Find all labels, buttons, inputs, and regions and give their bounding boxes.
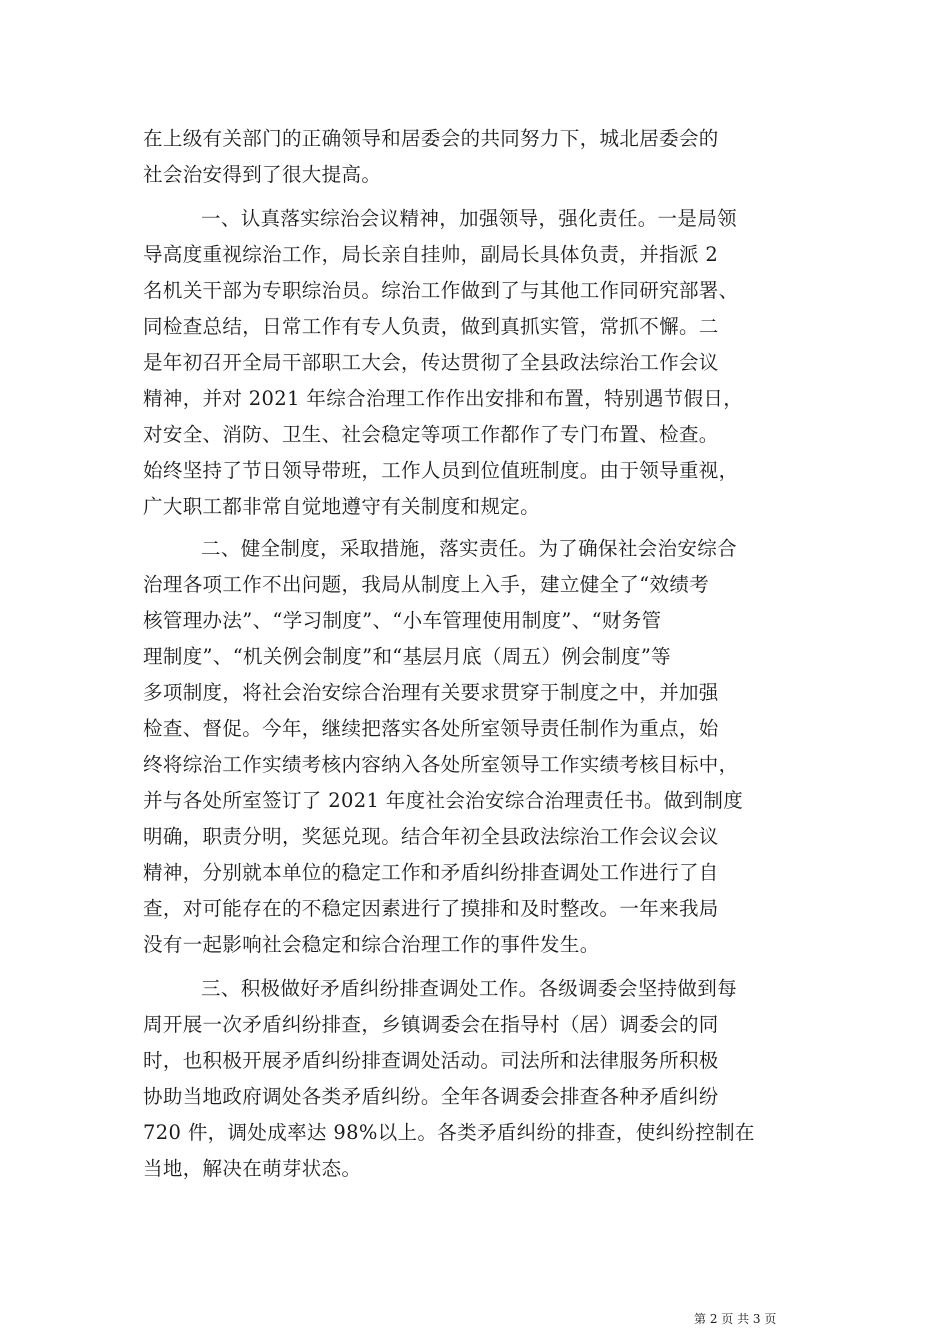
text-line: 导高度重视综治工作，局长亲自挂帅，副局长具体负责，并指派 2	[143, 243, 719, 266]
text-line: 是年初召开全局干部职工大会，传达贯彻了全县政法综治工作会议	[143, 351, 719, 374]
text-line: 在上级有关部门的正确领导和居委会的共同努力下，城北居委会的	[143, 127, 719, 150]
text-line: 查，对可能存在的不稳定因素进行了摸排和及时整改。一年来我局	[143, 897, 719, 920]
text-line: 社会治安得到了很大提高。	[143, 163, 382, 186]
paragraph-heading-3: 三、积极做好矛盾纠纷排查调处工作。各级调委会坚持做到每	[201, 977, 737, 1000]
text-line: 检查、督促。今年，继续把落实各处所室领导责任制作为重点，始	[143, 717, 719, 740]
text-line: 明确，职责分明，奖惩兑现。结合年初全县政法综治工作会议会议	[143, 825, 719, 848]
paragraph-heading-1: 一、认真落实综治会议精神，加强领导，强化责任。一是局领	[201, 207, 737, 230]
text-line: 对安全、消防、卫生、社会稳定等项工作都作了专门布置、检查。	[143, 423, 719, 446]
text-line: 治理各项工作不出问题，我局从制度上入手，建立健全了“效绩考	[143, 573, 710, 596]
text-line: 同检查总结，日常工作有专人负责，做到真抓实管，常抓不懈。二	[143, 315, 719, 338]
text-line: 终将综治工作实绩考核内容纳入各处所室领导工作实绩考核目标中，	[143, 753, 739, 776]
text-line: 始终坚持了节日领导带班，工作人员到位值班制度。由于领导重视，	[143, 459, 739, 482]
text-line: 时，也积极开展矛盾纠纷排查调处活动。司法所和法律服务所积极	[143, 1049, 719, 1072]
text-line: 核管理办法”、“学习制度”、“小车管理使用制度”、“财务管	[143, 609, 662, 632]
text-line: 名机关干部为专职综治员。综治工作做到了与其他工作同研究部署、	[143, 279, 739, 302]
text-line: 精神，分别就本单位的稳定工作和矛盾纠纷排查调处工作进行了自	[143, 861, 719, 884]
text-line: 多项制度，将社会治安综合治理有关要求贯穿于制度之中，并加强	[143, 681, 719, 704]
text-line: 协助当地政府调处各类矛盾纠纷。全年各调委会排查各种矛盾纠纷	[143, 1085, 719, 1108]
text-line: 没有一起影响社会稳定和综合治理工作的事件发生。	[143, 933, 600, 956]
text-line: 理制度”、“机关例会制度”和“基层月底（周五）例会制度”等	[143, 645, 671, 668]
text-line: 并与各处所室签订了 2021 年度社会治安综合治理责任书。做到制度	[143, 789, 744, 812]
page-number-footer: 第 2 页 共 3 页	[694, 1312, 777, 1326]
paragraph-heading-2: 二、健全制度，采取措施，落实责任。为了确保社会治安综合	[201, 537, 737, 560]
text-line: 当地，解决在萌芽状态。	[143, 1157, 362, 1180]
text-line: 720 件，调处成率达 98%以上。各类矛盾纠纷的排查，使纠纷控制在	[143, 1121, 755, 1144]
text-line: 精神，并对 2021 年综合治理工作作出安排和布置，特别遇节假日，	[143, 387, 744, 410]
text-line: 周开展一次矛盾纠纷排查，乡镇调委会在指导村（居）调委会的同	[143, 1013, 719, 1036]
text-line: 广大职工都非常自觉地遵守有关制度和规定。	[143, 495, 541, 518]
